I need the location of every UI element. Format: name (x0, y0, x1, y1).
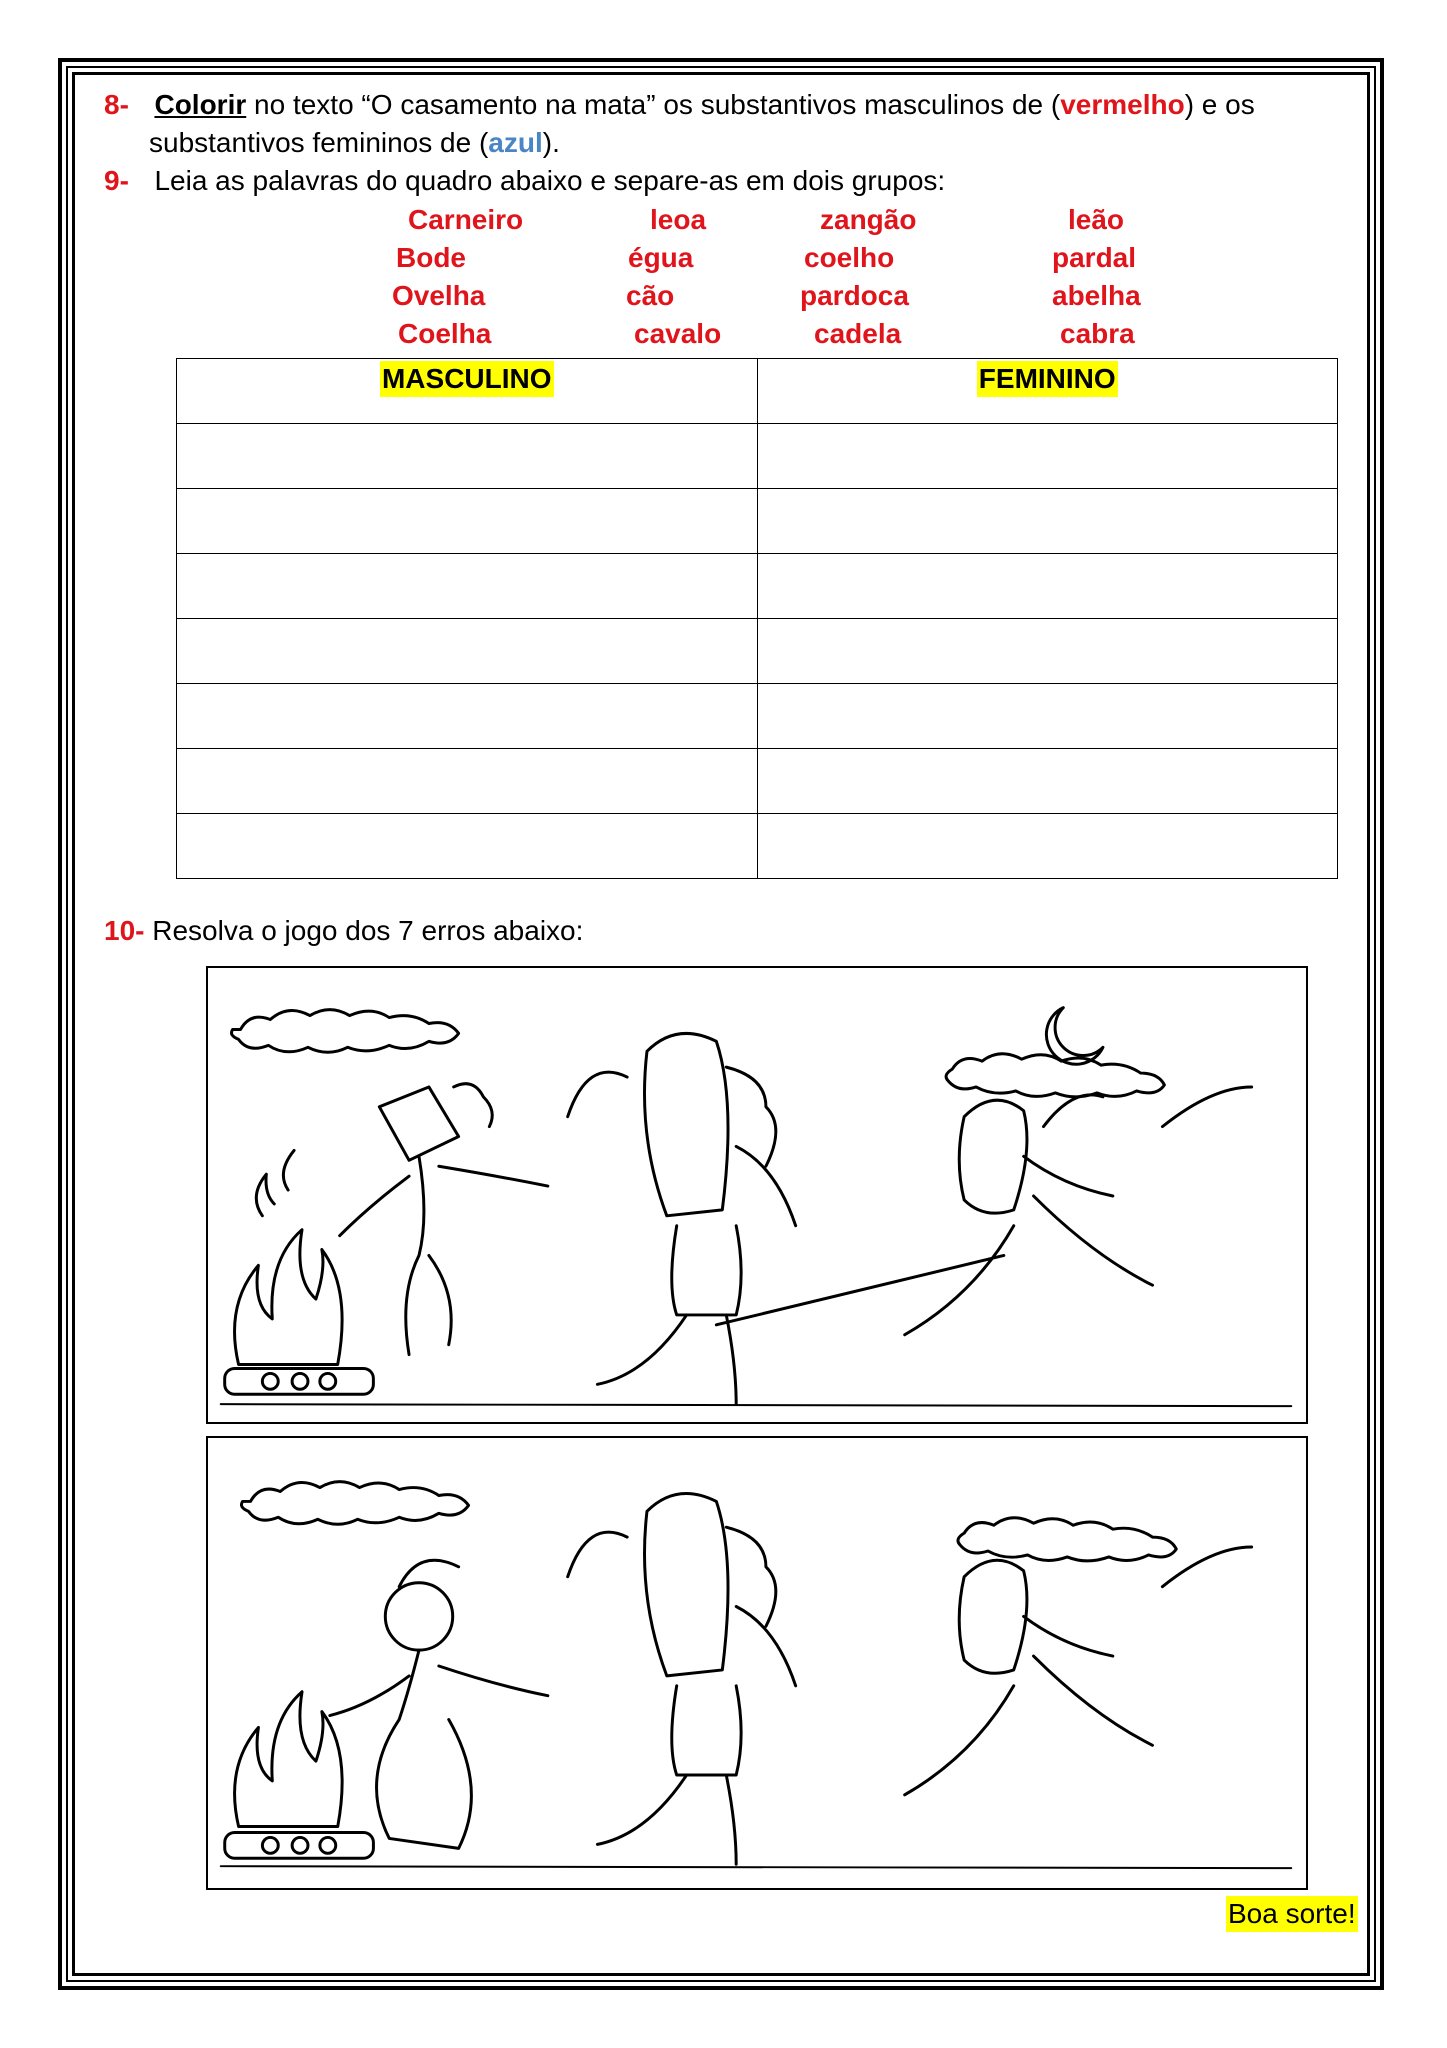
question-10-text: Resolva o jogo dos 7 erros abaixo: (152, 915, 584, 946)
question-10-number: 10- (104, 915, 145, 946)
question-8-blue-word: azul (488, 127, 543, 158)
moon-icon (1046, 1008, 1103, 1065)
feminino-cell[interactable] (757, 619, 1338, 684)
log-icon (225, 1368, 374, 1394)
table-row (177, 684, 1338, 749)
feminino-cell[interactable] (757, 554, 1338, 619)
word-item: Bode (396, 242, 466, 273)
masculino-header-cell (177, 359, 758, 424)
question-8-text-4: ). (542, 127, 560, 158)
girl-dancer (330, 1560, 548, 1848)
feminino-cell[interactable] (757, 424, 1338, 489)
word-item: coelho (804, 242, 895, 273)
word-item: cavalo (634, 318, 722, 349)
cloud-icon (958, 1518, 1176, 1561)
fire-icon (235, 1150, 343, 1364)
cloud-icon (231, 1010, 458, 1053)
masculino-header: MASCULINO (380, 361, 554, 397)
good-luck-note: Boa sorte! (1226, 1896, 1358, 1932)
feminino-cell[interactable] (757, 749, 1338, 814)
question-8-text-1: no texto “O casamento na mata” os substantivos masculinos de ( (246, 89, 1061, 120)
table-header-row (177, 359, 1338, 424)
table-row (177, 489, 1338, 554)
word-item: égua (628, 242, 694, 273)
masculino-cell[interactable] (177, 749, 758, 814)
masked-runner-with-spear (716, 1087, 1251, 1335)
masculino-cell[interactable] (177, 684, 758, 749)
table-row (177, 619, 1338, 684)
question-9-text: Leia as palavras do quadro abaixo e separe-as em dois grupos: (154, 165, 946, 196)
word-item: pardal (1052, 242, 1137, 273)
masculino-cell[interactable] (177, 554, 758, 619)
feminino-cell[interactable] (757, 684, 1338, 749)
cloud-icon (241, 1482, 468, 1525)
question-8 (104, 86, 1255, 124)
word-item: abelha (1052, 280, 1141, 311)
spot-difference-scene-bottom (206, 1436, 1308, 1890)
question-9-number: 9- (104, 165, 129, 196)
question-8-text-2: ) e os (1184, 89, 1255, 120)
word-item: Ovelha (392, 280, 486, 311)
feminino-header-cell (757, 359, 1338, 424)
question-8-text-3: substantivos femininos de ( (149, 127, 489, 158)
word-item: leão (1068, 204, 1125, 235)
log-icon (225, 1832, 374, 1858)
word-item: cadela (814, 318, 902, 349)
masculino-cell[interactable] (177, 619, 758, 684)
question-9 (104, 162, 945, 200)
word-item: cão (626, 280, 675, 311)
question-8-number: 8- (104, 89, 129, 120)
table-row (177, 814, 1338, 879)
word-item: cabra (1060, 318, 1135, 349)
masked-dancer (568, 1494, 796, 1865)
masculino-cell[interactable] (177, 814, 758, 879)
fire-icon (235, 1692, 343, 1827)
word-item: Carneiro (408, 204, 524, 235)
table-row (177, 424, 1338, 489)
masked-dancer (340, 1084, 548, 1355)
masculino-cell[interactable] (177, 489, 758, 554)
sorting-table (176, 358, 1338, 879)
masculino-cell[interactable] (177, 424, 758, 489)
feminino-cell[interactable] (757, 489, 1338, 554)
question-8-red-word: vermelho (1060, 89, 1185, 120)
table-row (177, 749, 1338, 814)
feminino-header: FEMININO (977, 361, 1118, 397)
feminino-cell[interactable] (757, 814, 1338, 879)
question-8-line-2 (149, 124, 560, 162)
question-8-verb: Colorir (154, 89, 247, 120)
table-row (177, 554, 1338, 619)
question-10 (104, 912, 583, 950)
masked-runner-with-spear (905, 1547, 1252, 1795)
spot-difference-scene-top (206, 966, 1308, 1424)
word-item: leoa (650, 204, 707, 235)
word-item: Coelha (398, 318, 492, 349)
word-item: zangão (820, 204, 917, 235)
masked-dancer (568, 1033, 796, 1404)
word-item: pardoca (800, 280, 909, 311)
cloud-icon (946, 1054, 1164, 1097)
